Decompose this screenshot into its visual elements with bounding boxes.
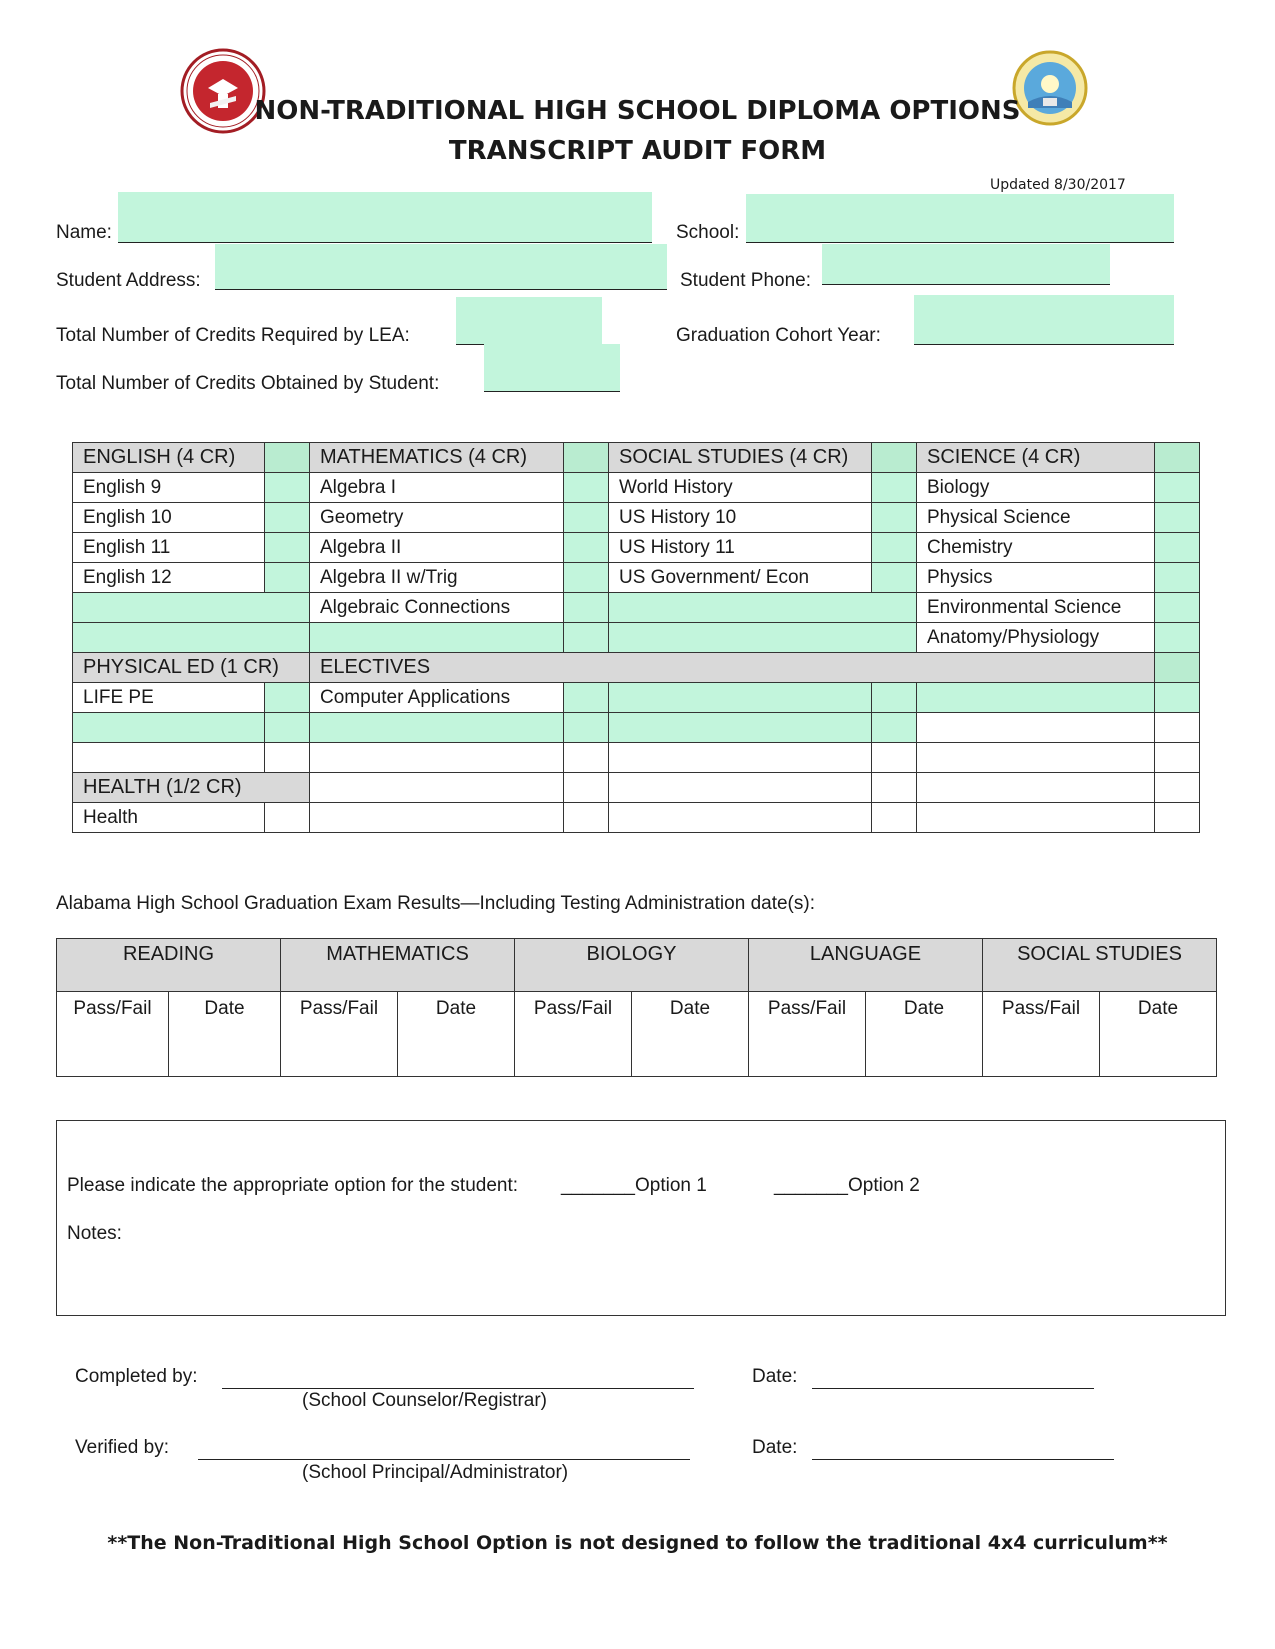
course-english-12: English 12 — [73, 563, 265, 593]
elective-course-field[interactable] — [917, 713, 1155, 743]
pe-course-field[interactable] — [73, 743, 265, 773]
course-algebra-2: Algebra II — [310, 533, 564, 563]
pass-fail-cell[interactable]: Pass/Fail — [281, 992, 398, 1077]
form-title-line1: NON-TRADITIONAL HIGH SCHOOL DIPLOMA OPTIONS — [254, 96, 1021, 126]
course-algebra-1: Algebra I — [310, 473, 564, 503]
exam-results-grid — [56, 938, 1217, 1077]
credits-obtained-label: Total Number of Credits Obtained by Student: — [56, 373, 440, 394]
credit-cell[interactable] — [872, 803, 917, 833]
course-environmental-science: Environmental Science — [917, 593, 1155, 623]
health-header: HEALTH (1/2 CR) — [73, 773, 310, 803]
elective-course-field[interactable] — [917, 743, 1155, 773]
school-label: School: — [676, 222, 740, 243]
credit-cell[interactable] — [265, 713, 310, 743]
elective-course-field[interactable] — [917, 803, 1155, 833]
credits-required-field[interactable] — [456, 297, 602, 345]
credit-cell[interactable] — [564, 503, 609, 533]
credit-cell[interactable] — [1155, 533, 1200, 563]
credit-cell[interactable] — [872, 773, 917, 803]
credit-cell[interactable] — [1155, 743, 1200, 773]
elective-course-field[interactable] — [609, 713, 872, 743]
credit-cell[interactable] — [265, 683, 310, 713]
credit-cell[interactable] — [265, 803, 310, 833]
english-header: ENGLISH (4 CR) — [73, 443, 265, 473]
credit-cell[interactable] — [1155, 563, 1200, 593]
elective-course-field[interactable] — [310, 773, 564, 803]
date-cell[interactable]: Date — [398, 992, 515, 1077]
credit-cell[interactable] — [564, 773, 609, 803]
verified-by-field[interactable] — [198, 1437, 690, 1460]
credit-cell[interactable] — [265, 563, 310, 593]
elective-course-field[interactable] — [310, 803, 564, 833]
elective-course-field[interactable] — [609, 743, 872, 773]
course-algebra-2-trig: Algebra II w/Trig — [310, 563, 564, 593]
credit-cell[interactable] — [564, 623, 609, 653]
verified-by-role: (School Principal/Administrator) — [302, 1462, 569, 1483]
student-phone-field[interactable] — [822, 244, 1110, 285]
credit-cell[interactable] — [872, 533, 917, 563]
credit-cell[interactable] — [564, 683, 609, 713]
social-studies-header: SOCIAL STUDIES (4 CR) — [609, 443, 872, 473]
option-2-field[interactable]: _______Option 2 — [774, 1175, 920, 1196]
elective-course-field[interactable] — [310, 743, 564, 773]
science-header: SCIENCE (4 CR) — [917, 443, 1155, 473]
name-field[interactable] — [118, 192, 652, 243]
options-box — [56, 1120, 1226, 1316]
completed-by-label: Completed by: — [75, 1366, 198, 1387]
math-credit-cell[interactable] — [564, 443, 609, 473]
credit-cell[interactable] — [1155, 503, 1200, 533]
exam-heading: Alabama High School Graduation Exam Results—Including Testing Administration date(s): — [56, 893, 815, 914]
course-world-history: World History — [609, 473, 872, 503]
completed-by-role: (School Counselor/Registrar) — [302, 1390, 547, 1411]
elective-course-field[interactable] — [609, 803, 872, 833]
credit-cell[interactable] — [1155, 713, 1200, 743]
verified-by-label: Verified by: — [75, 1437, 169, 1458]
exam-subject-social-studies: SOCIAL STUDIES — [983, 939, 1217, 992]
credit-cell[interactable] — [1155, 593, 1200, 623]
course-physics: Physics — [917, 563, 1155, 593]
physical-ed-header: PHYSICAL ED (1 CR) — [73, 653, 310, 683]
credit-cell[interactable] — [1155, 683, 1200, 713]
verified-date-label: Date: — [752, 1437, 798, 1458]
english-extra-course-field[interactable] — [73, 623, 310, 653]
student-address-field[interactable] — [215, 244, 667, 290]
student-phone-label: Student Phone: — [680, 270, 811, 291]
elective-course-field[interactable] — [609, 773, 872, 803]
credit-cell[interactable] — [564, 803, 609, 833]
math-header: MATHEMATICS (4 CR) — [310, 443, 564, 473]
option-1-field[interactable]: _______Option 1 — [561, 1175, 707, 1196]
credit-cell[interactable] — [872, 683, 917, 713]
english-extra-course-field[interactable] — [73, 593, 310, 623]
science-credit-cell[interactable] — [1155, 443, 1200, 473]
credit-cell[interactable] — [872, 743, 917, 773]
credit-cell[interactable] — [872, 503, 917, 533]
electives-header: ELECTIVES — [310, 653, 1155, 683]
student-address-label: Student Address: — [56, 270, 201, 291]
exam-subject-mathematics: MATHEMATICS — [281, 939, 515, 992]
math-extra-course-field[interactable] — [310, 623, 564, 653]
credit-cell[interactable] — [1155, 803, 1200, 833]
elective-course-field[interactable] — [609, 683, 872, 713]
english-credit-cell[interactable] — [265, 443, 310, 473]
graduation-cohort-label: Graduation Cohort Year: — [676, 325, 881, 346]
form-title-line2: TRANSCRIPT AUDIT FORM — [448, 136, 827, 166]
electives-credit-cell[interactable] — [1155, 653, 1200, 683]
course-geometry: Geometry — [310, 503, 564, 533]
social-extra-course-field[interactable] — [609, 623, 917, 653]
graduation-cohort-field[interactable] — [914, 295, 1174, 345]
pass-fail-cell[interactable]: Pass/Fail — [983, 992, 1100, 1077]
course-health: Health — [73, 803, 265, 833]
credit-cell[interactable] — [564, 563, 609, 593]
credit-cell[interactable] — [265, 533, 310, 563]
credits-obtained-field[interactable] — [484, 344, 620, 392]
notes-label: Notes: — [67, 1223, 122, 1244]
credit-cell[interactable] — [265, 743, 310, 773]
course-english-11: English 11 — [73, 533, 265, 563]
elective-course-field[interactable] — [917, 773, 1155, 803]
course-english-10: English 10 — [73, 503, 265, 533]
exam-subject-biology: BIOLOGY — [515, 939, 749, 992]
course-life-pe: LIFE PE — [73, 683, 265, 713]
school-field[interactable] — [746, 194, 1174, 243]
course-us-government-econ: US Government/ Econ — [609, 563, 872, 593]
course-anatomy-physiology: Anatomy/Physiology — [917, 623, 1155, 653]
date-cell[interactable]: Date — [169, 992, 281, 1077]
credit-cell[interactable] — [872, 473, 917, 503]
exam-subject-reading: READING — [57, 939, 281, 992]
course-computer-applications: Computer Applications — [310, 683, 564, 713]
credit-cell[interactable] — [564, 713, 609, 743]
course-grid — [72, 442, 1200, 833]
credit-cell[interactable] — [564, 473, 609, 503]
credit-cell[interactable] — [872, 563, 917, 593]
exam-subject-language: LANGUAGE — [749, 939, 983, 992]
credit-cell[interactable] — [265, 503, 310, 533]
elective-course-field[interactable] — [917, 683, 1155, 713]
date-cell[interactable]: Date — [632, 992, 749, 1077]
social-studies-credit-cell[interactable] — [872, 443, 917, 473]
footer-note: **The Non-Traditional High School Option is not designed to follow the traditional 4x4 curriculum** — [107, 1532, 1168, 1554]
course-biology: Biology — [917, 473, 1155, 503]
course-us-history-11: US History 11 — [609, 533, 872, 563]
credits-required-label: Total Number of Credits Required by LEA: — [56, 325, 410, 346]
credit-cell[interactable] — [1155, 773, 1200, 803]
completed-date-label: Date: — [752, 1366, 798, 1387]
verified-date-field[interactable] — [812, 1437, 1114, 1460]
course-physical-science: Physical Science — [917, 503, 1155, 533]
credit-cell[interactable] — [1155, 623, 1200, 653]
option-prompt: Please indicate the appropriate option for the student: — [67, 1175, 519, 1196]
updated-date: Updated 8/30/2017 — [990, 177, 1126, 193]
credit-cell[interactable] — [872, 713, 917, 743]
credit-cell[interactable] — [564, 743, 609, 773]
date-cell[interactable]: Date — [1100, 992, 1217, 1077]
pass-fail-cell[interactable]: Pass/Fail — [515, 992, 632, 1077]
credit-cell[interactable] — [564, 593, 609, 623]
credit-cell[interactable] — [265, 473, 310, 503]
completed-date-field[interactable] — [812, 1366, 1094, 1389]
elective-course-field[interactable] — [310, 713, 564, 743]
course-us-history-10: US History 10 — [609, 503, 872, 533]
credit-cell[interactable] — [564, 533, 609, 563]
pass-fail-cell[interactable]: Pass/Fail — [749, 992, 866, 1077]
credit-cell[interactable] — [1155, 473, 1200, 503]
course-english-9: English 9 — [73, 473, 265, 503]
pass-fail-cell[interactable]: Pass/Fail — [57, 992, 169, 1077]
social-extra-course-field[interactable] — [609, 593, 917, 623]
course-algebraic-connections: Algebraic Connections — [310, 593, 564, 623]
pe-course-field[interactable] — [73, 713, 265, 743]
completed-by-field[interactable] — [222, 1366, 694, 1389]
course-chemistry: Chemistry — [917, 533, 1155, 563]
date-cell[interactable]: Date — [866, 992, 983, 1077]
name-label: Name: — [56, 222, 112, 243]
